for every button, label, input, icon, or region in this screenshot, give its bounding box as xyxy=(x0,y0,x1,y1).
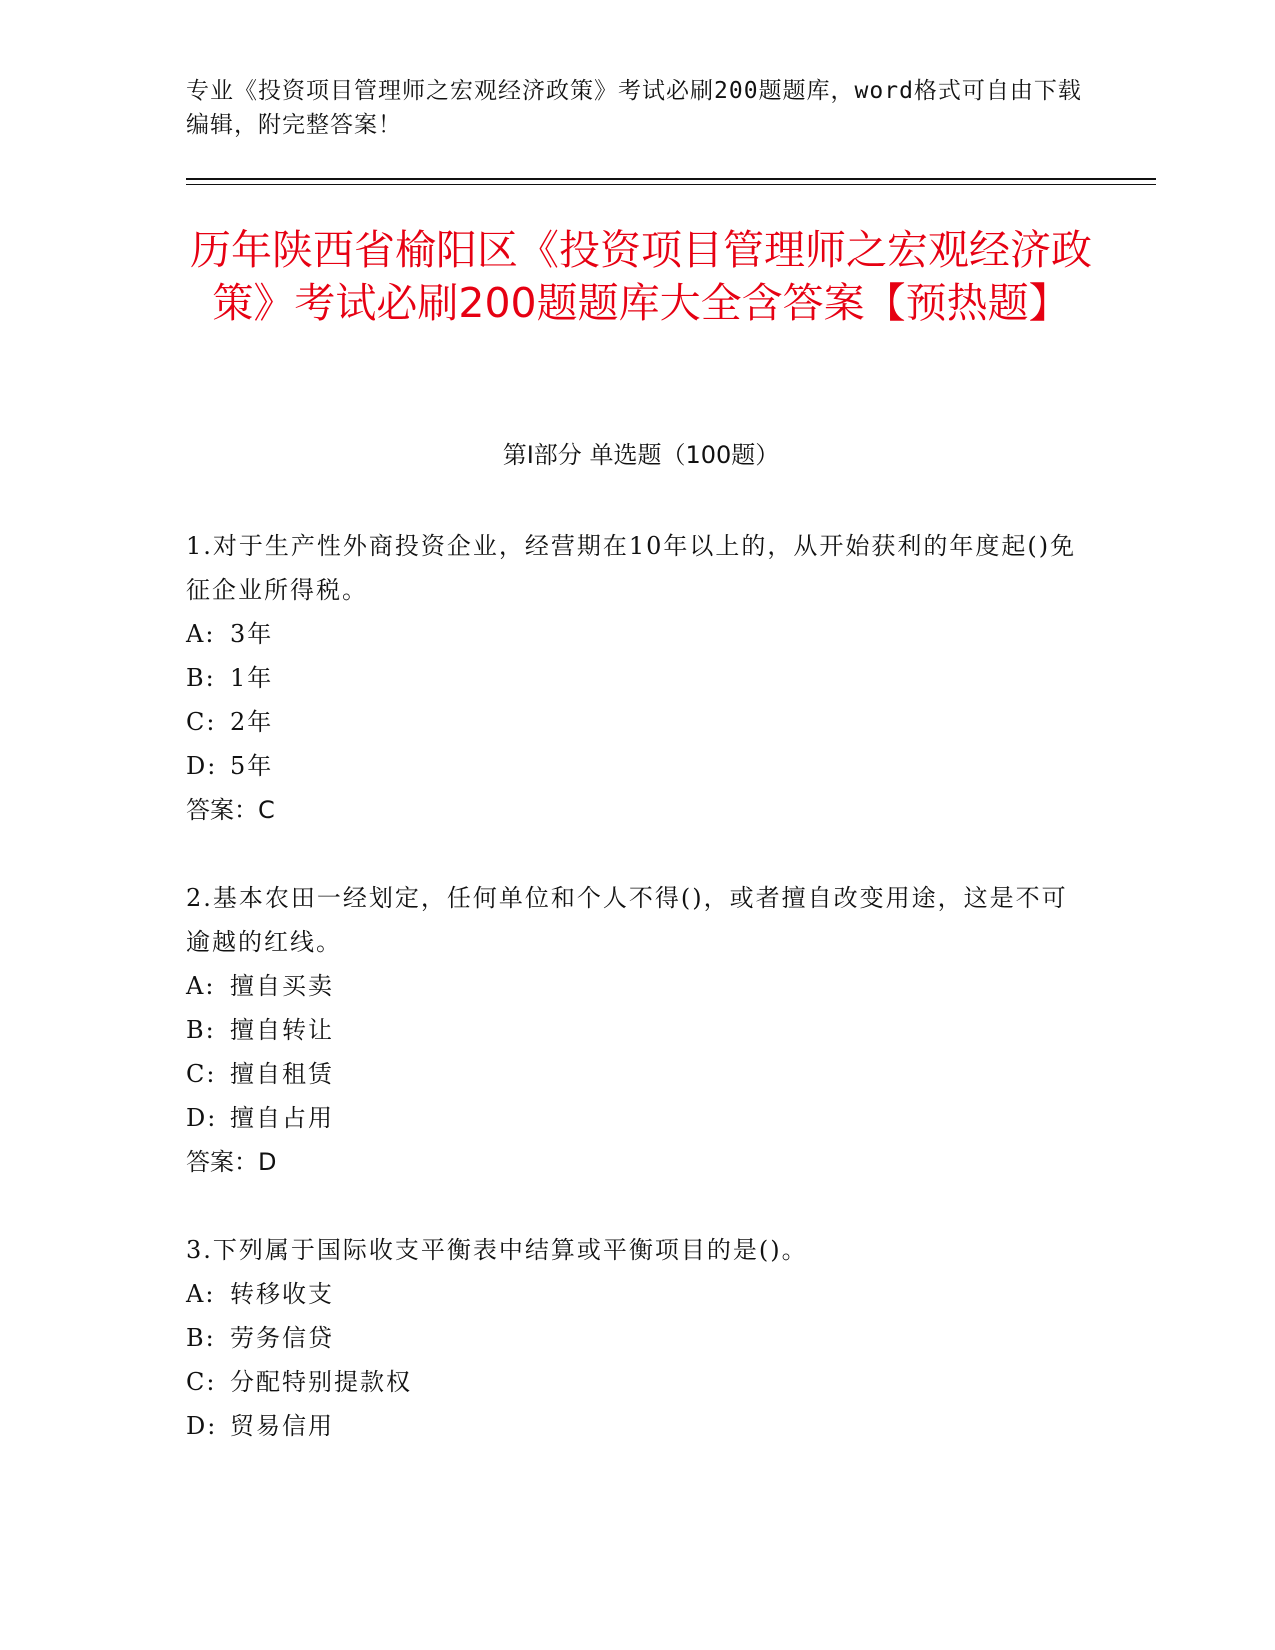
option-a xyxy=(186,1272,1086,1316)
header-divider-thin xyxy=(186,184,1156,185)
option-d xyxy=(186,1096,1086,1140)
question-stem: 2.基本农田一经划定，任何单位和个人不得()，或者擅自改变用途，这是不可逾越的红线。 xyxy=(186,884,1068,956)
document-title: 历年陕西省榆阳区《投资项目管理师之宏观经济政策》考试必刷200题题库大全含答案【预热题】 xyxy=(190,226,1092,327)
option-text: 5年 xyxy=(230,752,274,780)
option-key: A: xyxy=(186,620,216,648)
question-list xyxy=(186,524,1086,1492)
option-b xyxy=(186,656,1086,700)
option-c xyxy=(186,700,1086,744)
option-text: 擅自转让 xyxy=(230,1016,334,1044)
option-b xyxy=(186,1008,1086,1052)
question-1 xyxy=(186,524,1086,832)
option-key: C: xyxy=(186,1060,217,1088)
option-c xyxy=(186,1052,1086,1096)
option-text: 2年 xyxy=(230,708,274,736)
option-key: B: xyxy=(186,664,216,692)
header-divider-thick xyxy=(186,178,1156,180)
question-stem: 1.对于生产性外商投资企业，经营期在10年以上的，从开始获利的年度起()免征企业所得税。 xyxy=(186,532,1077,604)
question-2 xyxy=(186,876,1086,1184)
section-heading: 第Ⅰ部分 单选题（100题） xyxy=(502,441,780,469)
option-text: 贸易信用 xyxy=(230,1412,334,1440)
option-key: A: xyxy=(186,1280,216,1308)
option-text: 擅自占用 xyxy=(230,1104,334,1132)
option-key: C: xyxy=(186,708,217,736)
option-text: 1年 xyxy=(230,664,274,692)
option-key: B: xyxy=(186,1324,216,1352)
option-d xyxy=(186,744,1086,788)
option-text: 擅自租赁 xyxy=(230,1060,334,1088)
option-b xyxy=(186,1316,1086,1360)
option-key: D: xyxy=(186,752,218,780)
option-text: 擅自买卖 xyxy=(230,972,334,1000)
option-d xyxy=(186,1404,1086,1448)
answer-line: 答案：C xyxy=(186,796,275,824)
option-key: D: xyxy=(186,1412,218,1440)
question-stem: 3.下列属于国际收支平衡表中结算或平衡项目的是()。 xyxy=(186,1236,808,1264)
option-a xyxy=(186,964,1086,1008)
option-text: 分配特别提款权 xyxy=(230,1368,412,1396)
option-key: C: xyxy=(186,1368,217,1396)
option-key: B: xyxy=(186,1016,216,1044)
question-3 xyxy=(186,1228,1086,1448)
option-text: 转移收支 xyxy=(230,1280,334,1308)
option-text: 3年 xyxy=(230,620,274,648)
header-note: 专业《投资项目管理师之宏观经济政策》考试必刷200题题库，word格式可自由下载编辑，附完整答案！ xyxy=(186,78,1082,138)
option-c xyxy=(186,1360,1086,1404)
answer-line: 答案：D xyxy=(186,1148,277,1176)
option-a xyxy=(186,612,1086,656)
option-key: D: xyxy=(186,1104,218,1132)
option-key: A: xyxy=(186,972,216,1000)
option-text: 劳务信贷 xyxy=(230,1324,334,1352)
